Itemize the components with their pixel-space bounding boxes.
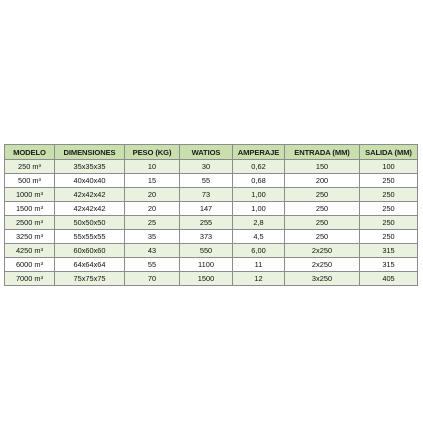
cell-peso: 25	[125, 216, 180, 230]
cell-entrada: 2x250	[285, 258, 360, 272]
cell-entrada: 150	[285, 160, 360, 174]
cell-dimensiones: 42x42x42	[55, 188, 125, 202]
cell-dimensiones: 60x60x60	[55, 244, 125, 258]
cell-watios: 1100	[180, 258, 233, 272]
header-salida: SALIDA (MM)	[360, 145, 418, 160]
cell-salida: 250	[360, 188, 418, 202]
cell-watios: 30	[180, 160, 233, 174]
cell-entrada: 250	[285, 216, 360, 230]
header-dimensiones: DIMENSIONES	[55, 145, 125, 160]
cell-amperaje: 4,5	[233, 230, 285, 244]
cell-peso: 43	[125, 244, 180, 258]
table-row	[5, 188, 418, 202]
specifications-table	[4, 144, 418, 286]
cell-amperaje: 1,00	[233, 188, 285, 202]
cell-watios: 55	[180, 174, 233, 188]
header-row	[5, 145, 418, 160]
cell-amperaje: 12	[233, 272, 285, 286]
cell-modelo: 6000 m³	[5, 258, 55, 272]
cell-dimensiones: 42x42x42	[55, 202, 125, 216]
cell-entrada: 3x250	[285, 272, 360, 286]
cell-modelo: 2500 m³	[5, 216, 55, 230]
header-entrada: ENTRADA (MM)	[285, 145, 360, 160]
cell-watios: 147	[180, 202, 233, 216]
cell-modelo: 500 m³	[5, 174, 55, 188]
table-row	[5, 174, 418, 188]
cell-dimensiones: 75x75x75	[55, 272, 125, 286]
cell-modelo: 7000 m³	[5, 272, 55, 286]
cell-entrada: 2x250	[285, 244, 360, 258]
cell-peso: 55	[125, 258, 180, 272]
cell-peso: 35	[125, 230, 180, 244]
cell-amperaje: 6,00	[233, 244, 285, 258]
cell-peso: 70	[125, 272, 180, 286]
cell-modelo: 4250 m³	[5, 244, 55, 258]
table-row	[5, 202, 418, 216]
cell-dimensiones: 55x55x55	[55, 230, 125, 244]
cell-modelo: 1500 m³	[5, 202, 55, 216]
cell-salida: 315	[360, 244, 418, 258]
table-row	[5, 244, 418, 258]
cell-entrada: 250	[285, 188, 360, 202]
header-watios: WATIOS	[180, 145, 233, 160]
table-row	[5, 272, 418, 286]
cell-salida: 250	[360, 230, 418, 244]
cell-entrada: 200	[285, 174, 360, 188]
cell-watios: 73	[180, 188, 233, 202]
cell-entrada: 250	[285, 230, 360, 244]
cell-dimensiones: 35x35x35	[55, 160, 125, 174]
cell-watios: 373	[180, 230, 233, 244]
cell-watios: 255	[180, 216, 233, 230]
cell-salida: 250	[360, 216, 418, 230]
cell-watios: 550	[180, 244, 233, 258]
cell-amperaje: 0,62	[233, 160, 285, 174]
cell-dimensiones: 40x40x40	[55, 174, 125, 188]
cell-amperaje: 2,8	[233, 216, 285, 230]
cell-dimensiones: 64x64x64	[55, 258, 125, 272]
cell-modelo: 1000 m³	[5, 188, 55, 202]
table-row	[5, 258, 418, 272]
cell-modelo: 250 m³	[5, 160, 55, 174]
cell-dimensiones: 50x50x50	[55, 216, 125, 230]
cell-salida: 250	[360, 202, 418, 216]
table-row	[5, 160, 418, 174]
cell-salida: 315	[360, 258, 418, 272]
cell-salida: 100	[360, 160, 418, 174]
cell-amperaje: 0,68	[233, 174, 285, 188]
header-modelo: MODELO	[5, 145, 55, 160]
table-row	[5, 230, 418, 244]
header-amperaje: AMPERAJE	[233, 145, 285, 160]
cell-salida: 250	[360, 174, 418, 188]
header-peso: PESO (KG)	[125, 145, 180, 160]
cell-peso: 20	[125, 188, 180, 202]
cell-modelo: 3250 m³	[5, 230, 55, 244]
cell-salida: 405	[360, 272, 418, 286]
cell-peso: 10	[125, 160, 180, 174]
cell-peso: 15	[125, 174, 180, 188]
table-body	[5, 160, 418, 286]
cell-watios: 1500	[180, 272, 233, 286]
cell-entrada: 250	[285, 202, 360, 216]
table-row	[5, 216, 418, 230]
cell-amperaje: 11	[233, 258, 285, 272]
cell-amperaje: 1,00	[233, 202, 285, 216]
cell-peso: 20	[125, 202, 180, 216]
